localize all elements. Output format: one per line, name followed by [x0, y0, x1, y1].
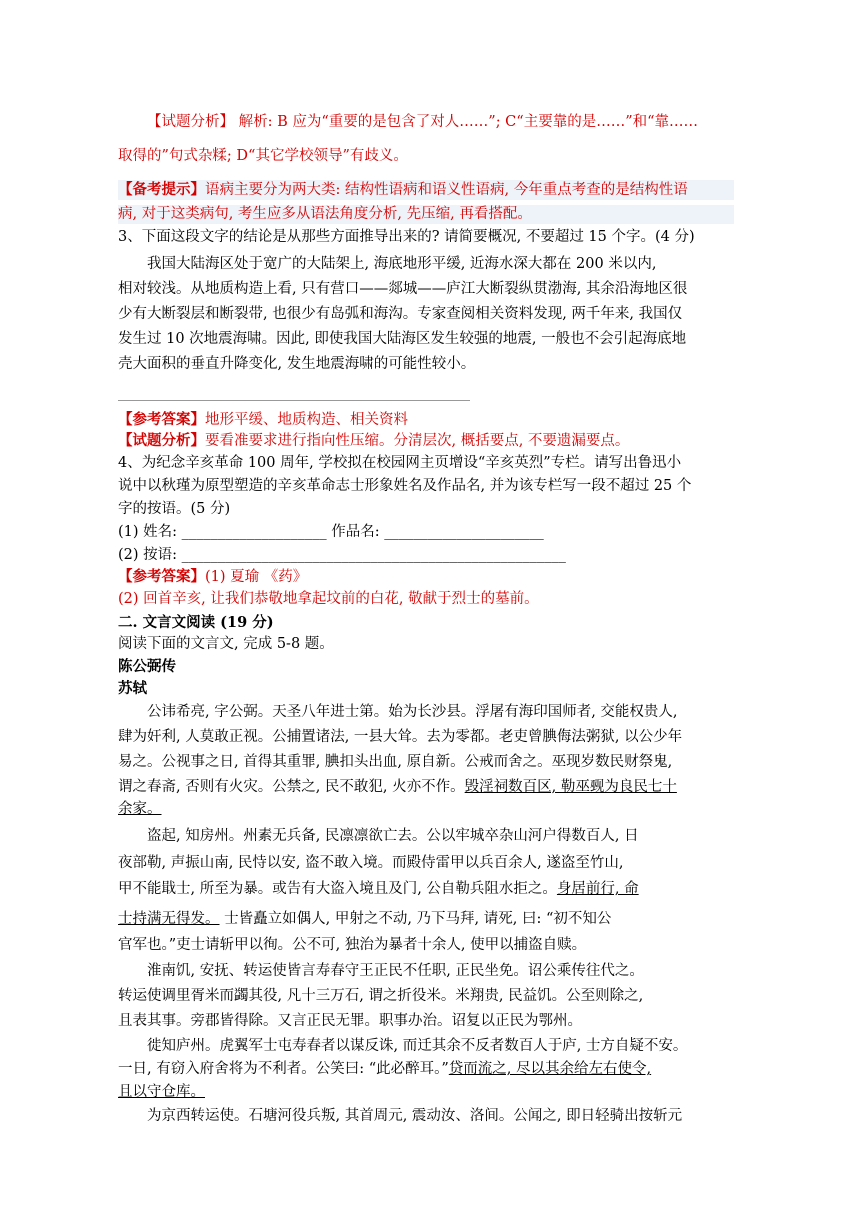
q3-passage-line: 我国大陆海区处于宽广的大陆架上, 海底地形平缓, 近海水深大都在 200 米以内, [147, 256, 657, 272]
q4-stem-line: 4、为纪念辛亥革命 100 周年, 学校拟在校园网主页增设“辛亥英烈”专栏。请写出鲁迅小 [118, 455, 682, 471]
underlined-sentence: 毁淫祠数百区, 勒巫觋为良民七十 [464, 779, 677, 795]
classical-line: 肆为奸利, 人莫敢正视。公捕置诸法, 一县大耸。去为零都。老吏曾腆侮法粥狱, 以公少年 [118, 729, 683, 745]
section-instruction: 阅读下面的文言文, 完成 5-8 题。 [118, 636, 334, 652]
classical-line: 为京西转运使。石塘河役兵叛, 其首周元, 震动汝、洛间。公闻之, 即日轻骑出按斩元 [147, 1108, 683, 1124]
classical-line: 徙知庐州。虎翼军士屯寿春者以谋反诛, 而迁其余不反者数百人于庐, 士方自疑不安。 [147, 1038, 688, 1054]
classical-line [118, 910, 734, 929]
analysis-tag: 【试题分析】 [147, 114, 234, 130]
q4-stem-line: 字的按语。(5 分) [118, 501, 231, 517]
q3-passage-line: 相对较浅。从地质构造上看, 只有营口——郯城——庐江大断裂纵贯渤海, 其余沿海地区很 [118, 281, 688, 297]
classical-line: 且表其事。旁郡皆得除。又言正民无罪。职事办治。诏复以正民为鄂州。 [118, 1013, 582, 1029]
q3-passage-line: 少有大断裂层和断裂带, 也很少有岛弧和海沟。专家查阅相关资料发现, 两千年来, 我国仅 [118, 306, 683, 322]
section-heading: 二. 文言文阅读 (19 分) [118, 614, 274, 631]
classical-text: 谓之春斋, 否则有火灾。公禁之, 民不敢犯, 火亦不作。 [118, 779, 465, 795]
analysis-text-line2: 取得的”句式杂糅; D“其它学校领导”有歧义。 [118, 148, 408, 164]
classical-text: 一日, 有窃入府舍将为不利者。公笑曰: “此必醉耳。” [118, 1061, 449, 1077]
q3-answer [118, 410, 734, 430]
answer-divider [118, 400, 470, 401]
answer-tag: 【参考答案】 [118, 411, 205, 428]
q4-answer-line2: (2) 回首辛亥, 让我们恭敬地拿起坟前的白花, 敬献于烈士的墓前。 [118, 591, 539, 607]
passage-title: 陈公弼传 [118, 658, 176, 675]
classical-line: 盗起, 知房州。州素无兵备, 民凛凛欲亡去。公以牢城卒杂山河户得数百人, 日 [147, 828, 639, 844]
q4-blank-name: (1) 姓名: ____________________ 作品名: ______________________ [118, 524, 544, 540]
underlined-sentence: 士持满无得发。 [118, 911, 220, 927]
answer-text: 地形平缓、地质构造、相关资料 [205, 412, 408, 428]
classical-text: 士皆矗立如偶人, 甲射之不动, 乃下马拜, 请死, 曰: “初不知公 [219, 911, 612, 927]
classical-line [118, 800, 734, 819]
classical-line [118, 880, 734, 899]
passage-author: 苏轼 [118, 680, 147, 697]
tip-text-line2: 病, 对于这类病句, 考生应多从语法角度分析, 先压缩, 再看搭配。 [118, 205, 734, 224]
classical-line: 转运使调里胥米而蠲其役, 凡十三万石, 谓之折役米。米翔贵, 民益饥。公至则除之, [118, 988, 644, 1004]
q4-blank-note: (2) 按语: _____________________________________________________ [118, 547, 566, 563]
classical-line: 夜部勒, 声振山南, 民恃以安, 盗不敢入境。而殿侍雷甲以兵百余人, 遂盗至竹山, [118, 855, 624, 871]
classical-line [118, 778, 734, 797]
analysis-paragraph [118, 113, 734, 132]
tip-tag: 【备考提示】 [118, 181, 205, 198]
underlined-sentence: 余家。 [118, 801, 162, 817]
underlined-sentence: 身居前行, 命 [556, 881, 639, 897]
classical-line: 淮南饥, 安抚、转运使皆言寿春守王正民不任职, 正民坐免。诏公乘传往代之。 [147, 963, 644, 979]
tip-text: 语病主要分为两大类: 结构性语病和语义性语病, 今年重点考查的是结构性语 [205, 182, 688, 198]
classical-line: 官军也。”吏士请斩甲以徇。公不可, 独治为暴者十余人, 使甲以捕盗自赎。 [118, 937, 587, 953]
analysis-tag: 【试题分析】 [118, 432, 205, 449]
classical-line: 公讳希亮, 字公弼。天圣八年进士第。始为长沙县。浮屠有海印国师者, 交能权贵人, [147, 704, 678, 720]
classical-line [118, 1083, 734, 1102]
classical-line [118, 1060, 734, 1079]
analysis-text: 解析: B 应为“重要的是包含了对人……”; C“主要靠的是……”和“靠…… [234, 114, 699, 130]
underlined-sentence: 贷而流之, 尽以其余给左右使令, [448, 1061, 652, 1077]
q4-stem-line: 说中以秋瑾为原型塑造的辛亥革命志士形象姓名及作品名, 并为该专栏写一段不超过 25 个 [118, 478, 692, 494]
classical-text: 甲不能戢士, 所至为暴。或告有大盗入境且及门, 公自勒兵阻水拒之。 [118, 881, 557, 897]
tip-paragraph [118, 180, 734, 200]
answer-text: (1) 夏瑜 《药》 [205, 569, 308, 585]
q4-answer [118, 567, 734, 587]
answer-tag: 【参考答案】 [118, 568, 205, 585]
q3-passage-line: 壳大面积的垂直升降变化, 发生地震海啸的可能性较小。 [118, 356, 476, 372]
q3-passage-line: 发生过 10 次地震海啸。因此, 即使我国大陆海区发生较强的地震, 一般也不会引起海底地 [118, 331, 687, 347]
classical-line: 易之。公视事之日, 首得其重罪, 腆扣头出血, 原自新。公戒而舍之。巫现岁数民财祭鬼, [118, 754, 673, 770]
q3-stem: 3、下面这段文字的结论是从那些方面推导出来的? 请简要概况, 不要超过 15 个字。(4 分) [118, 229, 695, 245]
underlined-sentence: 且以守仓库。 [118, 1084, 205, 1100]
q3-analysis [118, 431, 734, 451]
analysis-text: 要看准要求进行指向性压缩。分清层次, 概括要点, 不要遗漏要点。 [205, 433, 630, 449]
